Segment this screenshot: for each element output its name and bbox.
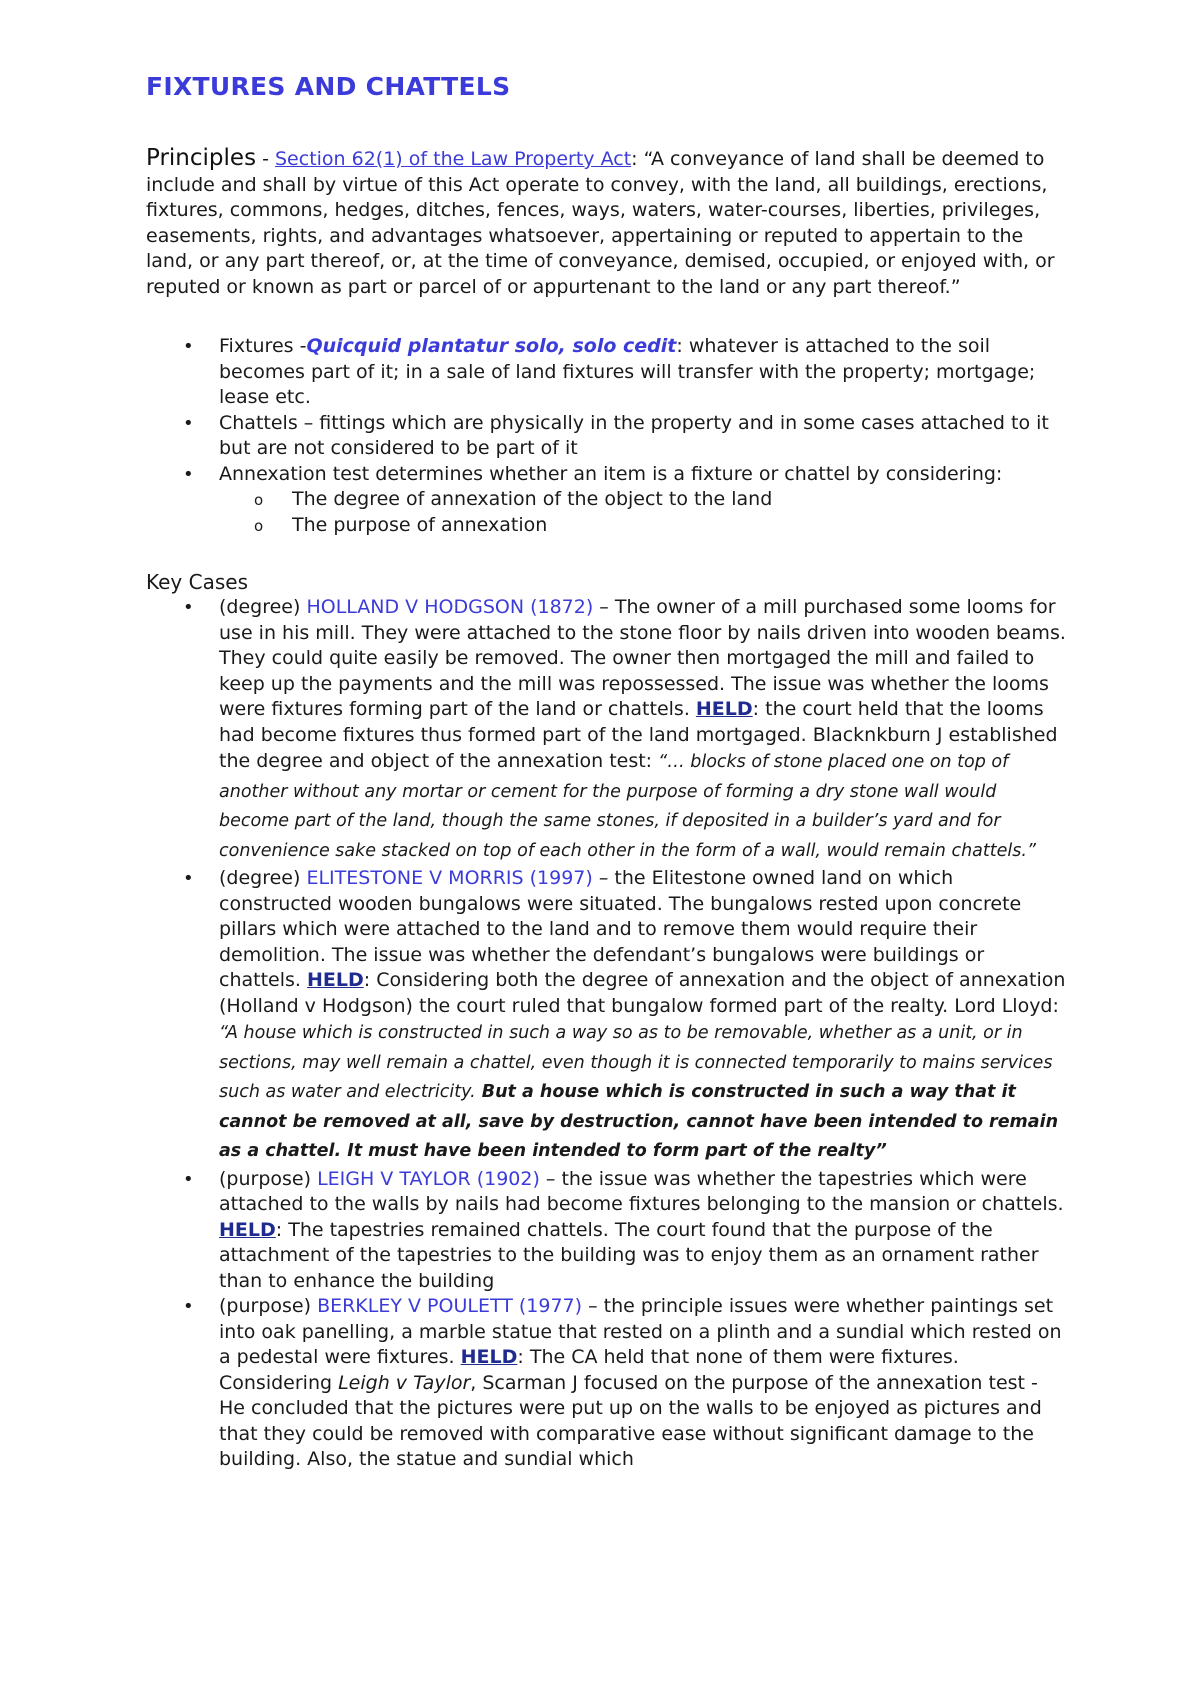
principles-paragraph	[146, 146, 1066, 300]
case-name: HOLLAND V HODGSON (1872)	[306, 596, 594, 618]
case-name: LEIGH V TAYLOR (1902)	[317, 1167, 540, 1190]
sub-item-degree: o The degree of annexation of the object to the land	[219, 487, 1066, 513]
case-text: – the principle issues were whether paintings set into oak panelling, a marble statue that rested on a plinth and a sundial which rested on a pedestal were fixtures.	[219, 1295, 1062, 1368]
case-leigh	[146, 1167, 1066, 1295]
case-text: – The owner of a mill purchased some looms for use in his mill. They were attached to the stone floor by nails driven into wooden beams. They could quite easily be removed. The owner then mortgaged the mill and failed to keep up the payments and the mill was repossessed. The issue was whether the looms were fixtures forming part of the land or chattels.	[219, 596, 1066, 720]
fixtures-label: Fixtures -	[219, 335, 307, 357]
held-text: : the court held that the looms had become fixtures thus formed part of the land mortgaged. Blacknkburn J established the degree and object of the annexation test:	[219, 698, 1058, 772]
case-holland	[146, 595, 1066, 866]
case-name: ELITESTONE V MORRIS (1997)	[306, 867, 593, 889]
case-quote: “A house which is constructed in such a way so as to be removable, whether as a unit, or in sections, may well remain a chattel, even though it is connected temporarily to mains services such as water and electricity.	[219, 1023, 1053, 1102]
list-item-chattels: • Chattels – fittings which are physically in the property and in some cases attached to it but are not considered to be part of it	[146, 411, 1066, 462]
held-text: : The tapestries remained chattels. The court found that the purpose of the attachment of the tapestries to the building was to enjoy them as an ornament rather than to enhance the building	[219, 1218, 1039, 1292]
annexation-text: Annexation test determines whether an item is a fixture or chattel by considering:	[219, 462, 1003, 485]
list-item-fixtures	[146, 334, 1066, 411]
case-tail: , Scarman J focused on the purpose of the annexation test - He concluded that the pictures were put up on the walls to be enjoyed as pictures and that they could be removed with comparative ease without significant damage to the building. Also, the statue and sundial which	[219, 1371, 1042, 1470]
principles-heading: Principles	[146, 145, 257, 171]
section-62-link[interactable]: Section 62(1) of the Law Property Act	[275, 148, 632, 170]
held-text: : Considering both the degree of annexation and the object of annexation (Holland v Hodgson) the court ruled that bungalow formed part of the realty. Lord Lloyd:	[219, 969, 1066, 1017]
list-item-annexation	[146, 462, 1066, 539]
case-text: – the Elitestone owned land on which constructed wooden bungalows were situated. The bungalows rested upon concrete pillars which were attached to the land and to remove them would require their demolition. The issue was whether the defendant’s bungalows were buildings or chattels.	[219, 867, 1022, 991]
annexation-sublist	[219, 487, 1066, 538]
case-tag: (purpose)	[219, 1295, 318, 1317]
held-label: HELD	[460, 1346, 518, 1368]
case-tag: (degree)	[219, 596, 307, 618]
fixtures-text: : whatever is attached to the soil becomes part of it; in a sale of land fixtures will transfer with the property; mortgage; lease etc.	[219, 335, 1036, 408]
case-text: – the issue was whether the tapestries which were attached to the walls by nails had become fixtures belonging to the mansion or chattels.	[219, 1167, 1064, 1215]
held-text: : The CA held that none of them were fixtures. Considering	[219, 1346, 959, 1394]
principles-quote: : “A conveyance of land shall be deemed to include and shall by virtue of this Act operate to convey, with the land, all buildings, erections, fixtures, commons, hedges, ditches, fences, ways, waters, water-courses, liberties, privileges, easements, rights, and advantages whatsoever, appertaining or reputed to appertain to the land, or any part thereof, or, at the time of conveyance, demised, occupied, or enjoyed with, or reputed or known as part or parcel of or appurtenant to the land or any part thereof.”	[146, 148, 1055, 298]
sub-item-purpose: o The purpose of annexation	[219, 513, 1066, 539]
case-quote: “… blocks of stone placed one on top of another without any mortar or cement for the purpose of forming a dry stone wall would become part of the land, though the same stones, if deposited in a builder’s yard and for convenience sake stacked on top of each other in the form of a wall, would remain chattels.”	[219, 752, 1036, 861]
case-elitestone	[146, 866, 1066, 1167]
case-tag: (degree)	[219, 867, 307, 889]
principles-dash: -	[256, 148, 275, 170]
held-label: HELD	[695, 698, 753, 720]
key-cases-list	[146, 595, 1066, 1473]
document-title: FIXTURES AND CHATTELS	[146, 72, 511, 101]
latin-maxim: Quicquid plantatur solo, solo cedit	[306, 335, 677, 357]
held-label: HELD	[306, 969, 364, 991]
case-quote-bold: But a house which is constructed in such a way that it cannot be removed at all, save by destruction, cannot have been intended to remain as a chattel. It must have been intended to form part of the realty”	[219, 1082, 1059, 1161]
case-berkley	[146, 1294, 1066, 1473]
principles-list	[146, 334, 1066, 538]
case-tag: (purpose)	[219, 1167, 318, 1190]
held-label: HELD	[219, 1218, 276, 1241]
key-cases-heading: Key Cases	[146, 570, 248, 594]
case-name: BERKLEY V POULETT (1977)	[317, 1295, 583, 1317]
case-citation: Leigh v Taylor	[338, 1371, 471, 1394]
